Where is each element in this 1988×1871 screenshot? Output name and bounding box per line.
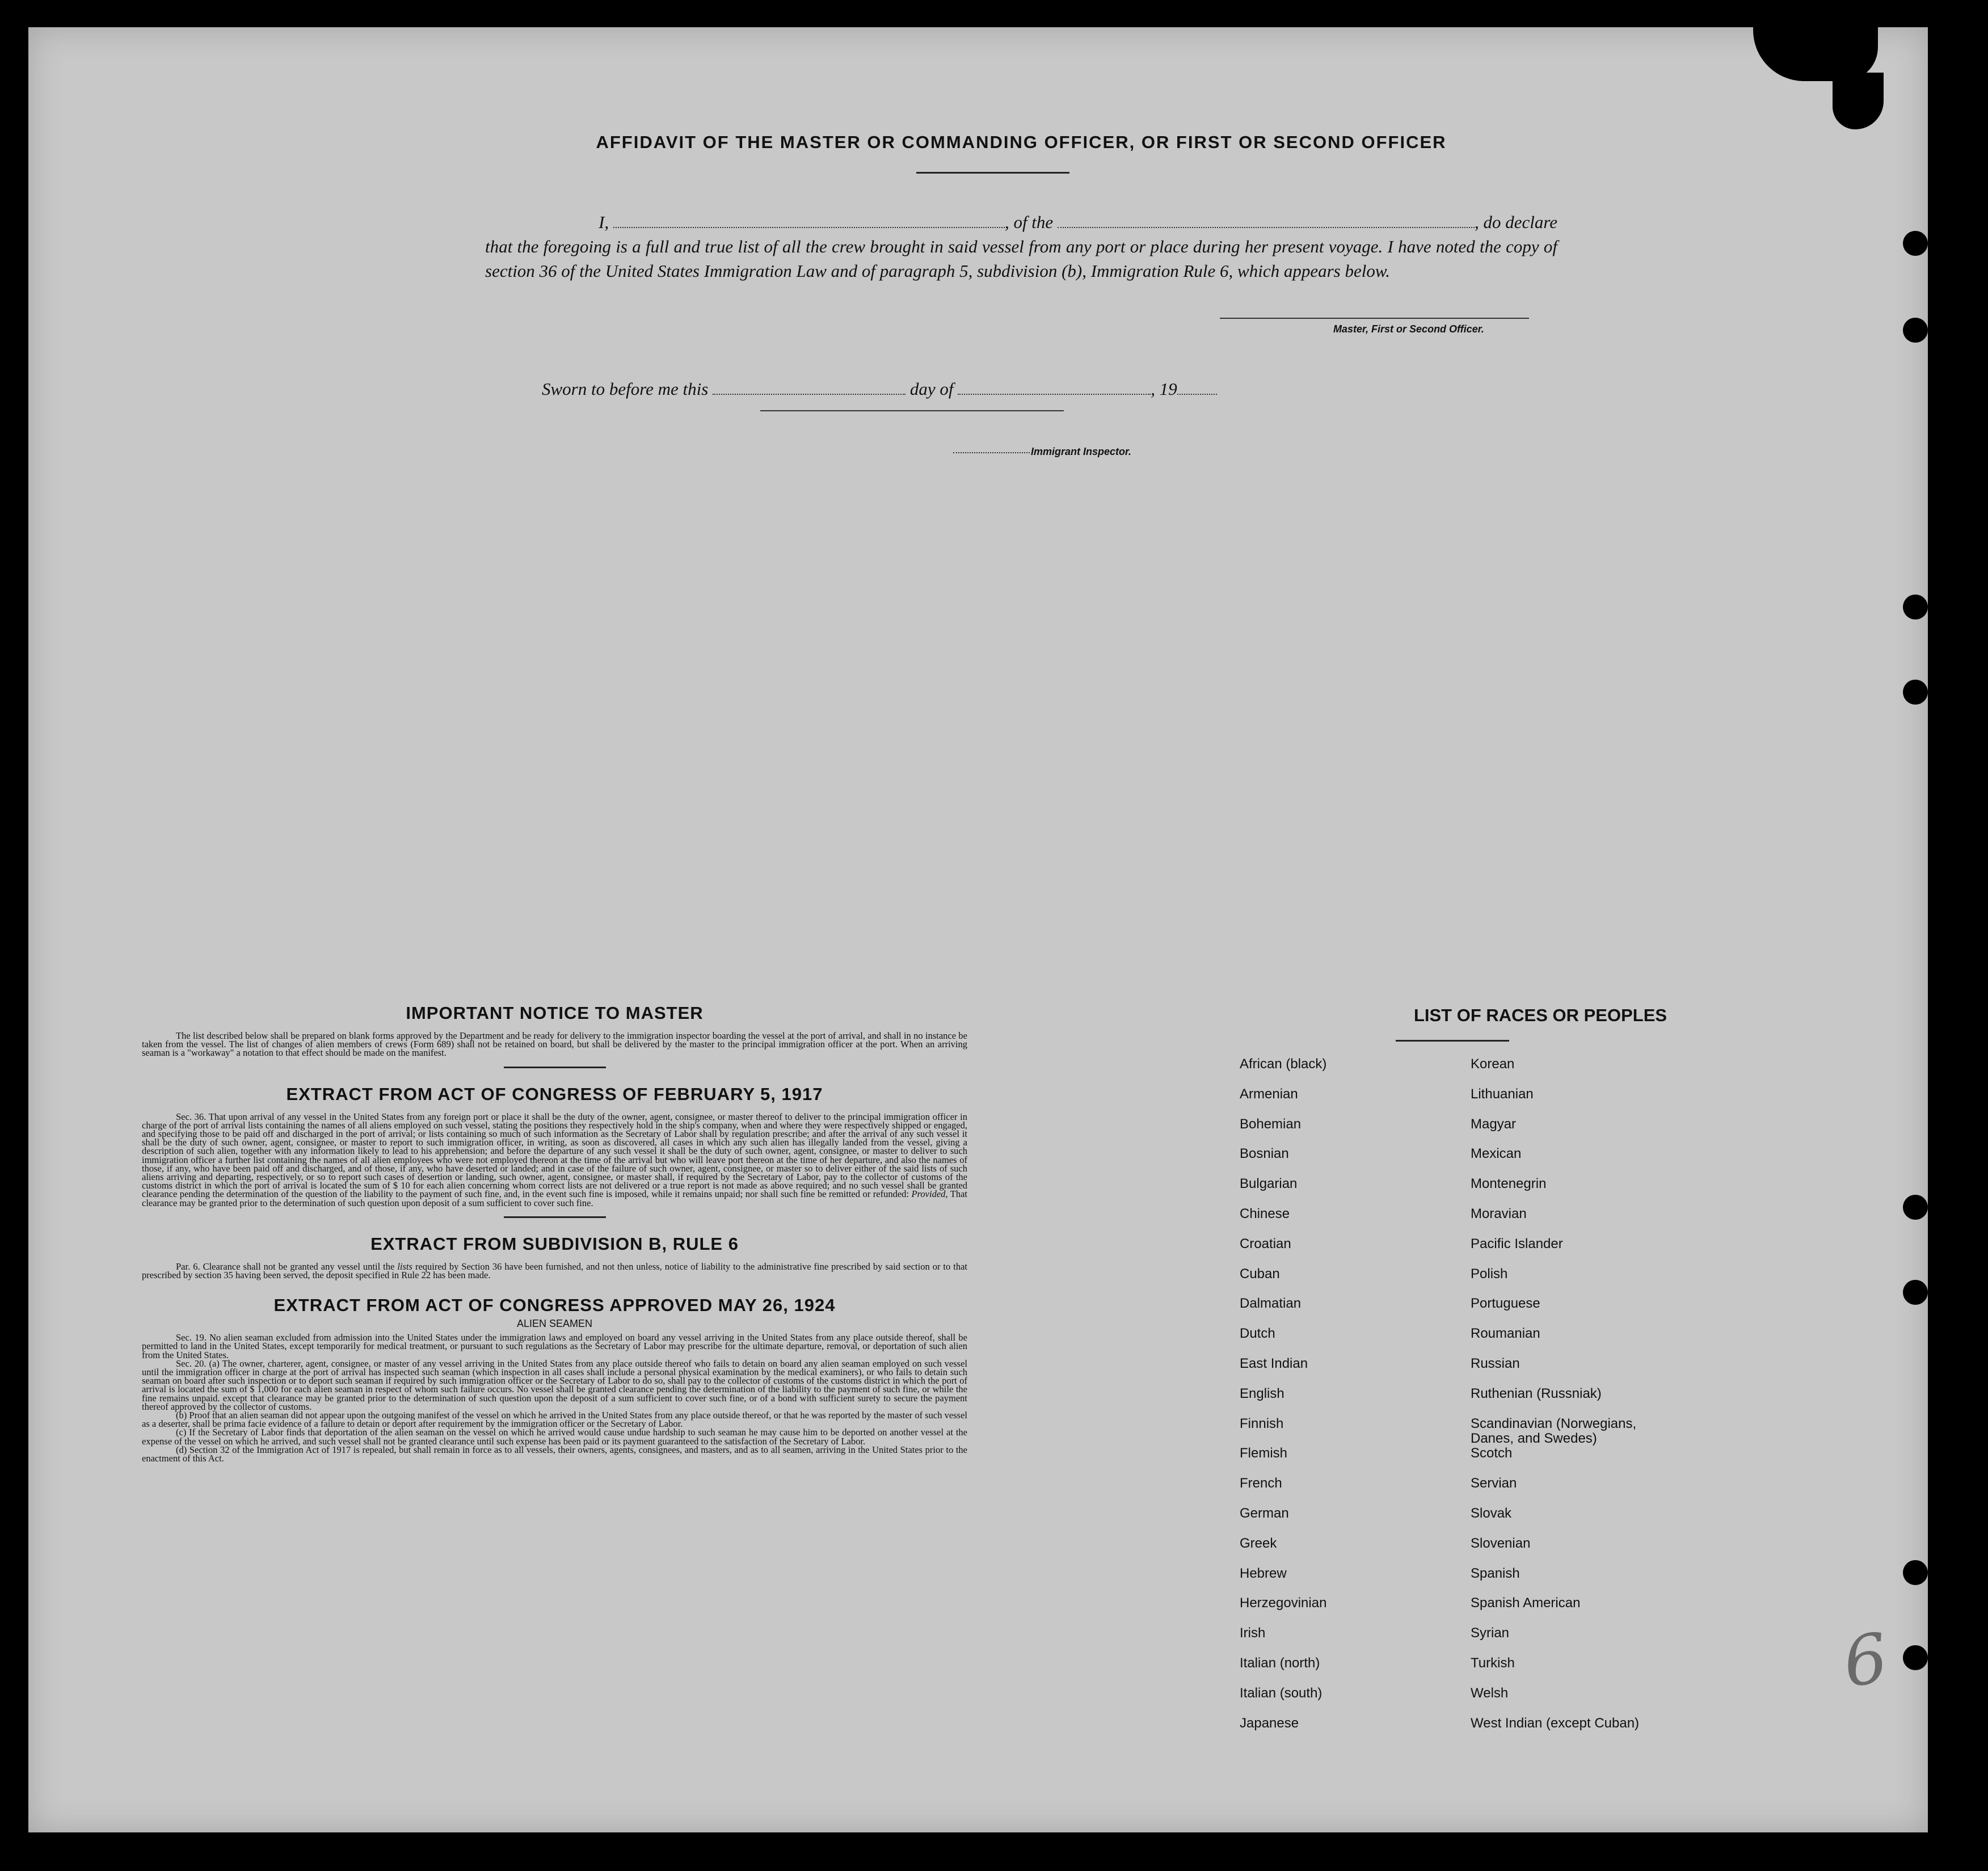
binder-hole [1903,595,1928,620]
race-item: Spanish American [1471,1595,1581,1611]
extract-rule6-lists: lists [397,1261,412,1272]
inspector-signature-label: Immigrant Inspector. [1031,446,1132,457]
sworn-year-prefix: , 19 [1151,379,1177,399]
race-item: Finnish [1240,1415,1284,1431]
race-item: Flemish [1240,1446,1288,1461]
binder-hole [1903,1280,1928,1305]
race-item: Pacific Islander [1471,1236,1563,1251]
extract-rule6-text-a: Par. 6. Clearance shall not be granted any vessel until the [176,1261,395,1272]
section-divider [504,1216,606,1218]
extract-1924-paragraph: (b) Proof that an alien seaman did not appear upon the outgoing manifest of the vessel on which he arrived in the United States from any place outside thereof, or that he was reported by the master of such vessel as a deserter, shall be prima facie evidence of a failure to detain or deport after requirement by the immigration officer or the Secretary of Labor. [142,1410,967,1430]
notice-title: IMPORTANT NOTICE TO MASTER [406,1003,704,1023]
notice-text: The list described below shall be prepared on blank forms approved by the Department and be ready for delivery to the immigration inspector boarding the vessel at the port of arrival, and shall in no instance be taken from the vessel. The list of changes of alien members of crews (Form 689) shall not be retained on board, but shall be delivered by the master to the principal immigration officer at the port. When an arriving seaman is a "workaway" a notation to that effect should be made on the manifest. [142,1030,967,1059]
extract-1917-text-b: That clearance may be granted prior to the determination of such question upon deposit of a sum sufficient to cover such fine. [142,1189,968,1208]
handwritten-mark: 6 [1838,1619,1893,1703]
extract-1917-title: EXTRACT FROM ACT OF CONGRESS OF FEBRUARY 5, 1917 [286,1084,823,1104]
race-item: East Indian [1240,1355,1308,1371]
section-divider [504,1067,606,1068]
race-item: English [1240,1385,1284,1401]
race-item: Dutch [1240,1326,1275,1342]
sworn-prefix: Sworn to before me this [542,379,709,399]
document-page [28,27,1928,1832]
affidavit-title: AFFIDAVIT OF THE MASTER OR COMMANDING OFFICER, OR FIRST OR SECOND OFFICER [596,132,1447,152]
torn-corner [1833,73,1884,129]
master-signature-line[interactable] [1220,318,1529,319]
race-item: Slovak [1471,1505,1512,1521]
extract-1924-paragraph: (c) If the Secretary of Labor finds that deportation of the alien seaman on the vessel on which he arrived would cause undue hardship to such seaman he may cause him to be deported on another vessel at the expense of the vessel on which he arrived, and such vessel shall not be granted clearance until such expense has been paid or its payment guaranteed to the satisfaction of the Secretary of Labor. [142,1427,967,1447]
extract-1917-text [142,1113,967,1207]
race-item: Bosnian [1240,1146,1289,1162]
declarant-prefix: I, [599,212,609,232]
declare-suffix: , do declare [1474,212,1557,232]
race-item: Italian (north) [1240,1655,1320,1671]
sworn-month-field[interactable] [958,379,1151,395]
race-item: Magyar [1471,1116,1517,1132]
races-title: LIST OF RACES OR PEOPLES [1413,1005,1667,1025]
race-item: Portuguese [1471,1296,1540,1312]
race-item: Greek [1240,1535,1277,1551]
sworn-year-field[interactable] [1177,379,1217,395]
race-item: Slovenian [1471,1535,1531,1551]
race-item: Ruthenian (Russniak) [1471,1385,1602,1401]
race-item: Chinese [1240,1206,1290,1221]
binder-hole [1903,1560,1928,1585]
race-item: Hebrew [1240,1565,1287,1581]
race-item: Herzegovinian [1240,1595,1327,1611]
race-item: Japanese [1240,1715,1299,1731]
race-item: Roumanian [1471,1326,1540,1342]
extract-1924-paragraph: Sec. 19. No alien seaman excluded from admission into the United States under the immigration laws and employed on board any vessel arriving in the United States from any place outside thereof, shall be permitted to land in the United States, except temporarily for medical treatment, or pursuant to such regulations as the Secretary of Labor may prescribe for the ultimate departure, removal, or deportation of such alien from the United States. [142,1332,967,1360]
notice-column [142,1003,967,1463]
race-item: Bohemian [1240,1116,1302,1132]
inspector-signature-line[interactable] [760,410,1064,411]
race-item: Lithuanian [1471,1086,1534,1102]
vessel-prefix: , of the [1004,212,1054,232]
races-column-2 [1471,1057,1709,1746]
race-item: Croatian [1240,1236,1291,1251]
binder-hole [1903,318,1928,343]
race-item: Dalmatian [1240,1296,1302,1312]
race-item: Welsh [1471,1685,1509,1701]
binder-hole [1903,1645,1928,1670]
extract-1917-text-a: Sec. 36. That upon arrival of any vessel in the United States from any foreign port or place it shall be the duty of the owner, agent, consignee, or master thereof to deliver to the principal immigration officer in charge of the port of arrival lists containing the names of all aliens employed on such vessel, stating the positions they respectively hold in the ship's company, when and where they were respectively shipped or engaged, and specifying those to be paid off and discharged in the port of arrival; or lists containing so much of such information as the Secretary of Labor shall by regulation prescribe; and after the arrival of any such vessel it shall be the duty of such owner, agent, consignee, or master to report to such immigration officer, in writing, as soon as discovered, all cases in which any such alien has illegally landed from the vessel, giving a description of such alien, together with any information likely to lead to his apprehension; and before the departure of any such vessel it shall be the duty of such owner, agent, consignee, or master to deliver to such immigration officer a further list containing the names of all alien employees who were not employed thereon at the time of the arrival but who will leave port thereon at the time of her departure, and also the names of those, if any, who have been paid off and discharged, and of those, if any, who have deserted or landed; and in case of the failure of such owner, agent, consignee, or master so to deliver either of the said lists of such aliens arriving and departing, respectively, or so to report such cases of desertion or landing, such owner, agent, consignee, or master shall, if required by the Secretary of Labor, pay to the collector of customs of the customs district in which the port of arrival is located the sum of $ 10 for each alien concerning whom correct lists are not delivered or a true report is not made as above required; and no such vessel shall be granted clearance pending the determination of the question of the liability to the payment of such fine, and, in the event such fine is imposed, while it remains unpaid; nor shall such fine be remitted or refunded: [142,1111,967,1200]
race-item: Korean [1471,1056,1515,1072]
race-item: Cuban [1240,1266,1280,1282]
race-item: Scandinavian (Norwegians, Danes, and Swedes) [1471,1415,1637,1446]
extract-1924-subtitle: ALIEN SEAMEN [516,1318,593,1330]
extract-rule6-title: EXTRACT FROM SUBDIVISION B, RULE 6 [370,1233,739,1254]
declarant-name-field[interactable] [613,212,1005,228]
race-item: Syrian [1471,1625,1510,1641]
extract-1917-provided: Provided, [911,1189,948,1200]
affidavit-text [485,210,1557,283]
race-item: Italian (south) [1240,1685,1322,1701]
races-title-divider [1396,1040,1509,1042]
race-item: Moravian [1471,1206,1527,1221]
binder-hole [1903,231,1928,256]
race-item: Montenegrin [1471,1176,1547,1192]
title-divider [916,172,1069,174]
race-item: Turkish [1471,1655,1515,1671]
race-item: Bulgarian [1240,1176,1298,1192]
binder-hole [1903,1195,1928,1220]
races-column-1 [1240,1057,1478,1746]
vessel-name-field[interactable] [1058,212,1475,228]
sworn-day-of: day of [909,379,954,399]
extract-rule6-text-b: required by Section 36 have been furnished, and not then unless, notice of liability to the administrative fine prescribed by said section or to that prescribed by section 35 having been served, the deposit specified in Rule 22 has been made. [142,1261,968,1281]
race-item: Scotch [1471,1446,1513,1461]
declaration-line [485,210,1557,234]
race-item: Russian [1471,1355,1520,1371]
race-item: German [1240,1505,1289,1521]
extract-1924-title: EXTRACT FROM ACT OF CONGRESS APPROVED MAY 26, 1924 [273,1295,836,1316]
race-item: African (black) [1240,1056,1327,1072]
inspector-dotted-line [953,445,1030,453]
race-item: Spanish [1471,1565,1520,1581]
master-signature-label: Master, First or Second Officer. [1333,323,1484,335]
race-item: West Indian (except Cuban) [1471,1715,1640,1731]
sworn-line [542,379,1279,399]
sworn-day-field[interactable] [713,379,905,395]
race-item: French [1240,1476,1282,1491]
race-item: Irish [1240,1625,1266,1641]
extract-1924-paragraph: Sec. 20. (a) The owner, charterer, agent, consignee, or master of any vessel arriving in the United States from any place outside thereof who fails to detain on board any alien seaman employed on such vessel until the immigration officer in charge at the port of arrival has inspected such seaman (which inspection in all cases shall include a personal physical examination by the medical examiners), or who fails to detain such seaman on board after such inspection or to deport such seaman if required by such immigration officer or the Secretary of Labor to do so, shall pay to the collector of customs of the customs district in which the port of arrival is located the sum of $ 1,000 for each alien seaman in respect of whom such failure occurs. No vessel shall be granted clearance pending the determination of the liability to the payment of such fine, or while the fine remains unpaid. except that clearance may be granted prior to the determination of such question upon the deposit of a sum sufficient to cover such fine, or of a bond with sufficient surety to secure the payment thereof approved by the collector of customs. [142,1358,967,1412]
race-item: Polish [1471,1266,1508,1282]
race-item: Mexican [1471,1146,1522,1162]
extract-1924-paragraph: (d) Section 32 of the Immigration Act of 1917 is repealed, but shall remain in force as to all vessels, their owners, agents, consignees, and masters, and as to all seamen, arriving in the United States prior to the enactment of this Act. [142,1444,967,1464]
race-item: Armenian [1240,1086,1298,1102]
race-item: Servian [1471,1476,1517,1491]
affidavit-body: that the foregoing is a full and true list of all the crew brought in said vessel from any port or place during her present voyage. I have noted the copy of section 36 of the United States Immigration Law and of paragraph 5, subdivision (b), Immigration Rule 6, which appears below. [485,237,1557,281]
binder-hole [1903,680,1928,705]
extract-rule6-text [142,1262,967,1279]
